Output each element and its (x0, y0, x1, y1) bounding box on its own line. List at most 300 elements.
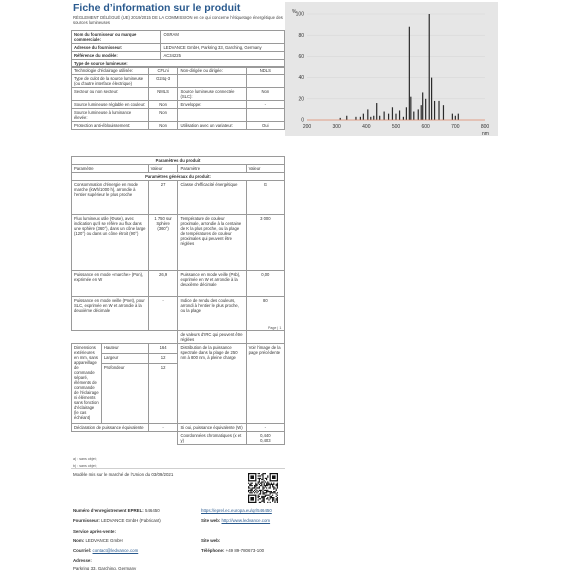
spectrum-bar (367, 109, 368, 120)
qr-module (266, 484, 267, 485)
height-value: 164 (148, 344, 178, 354)
supplier-name-value: OSRAM (161, 31, 285, 44)
x-tick-label: 600 (421, 124, 430, 130)
qr-module (262, 497, 263, 498)
spectrum-bar (388, 114, 389, 120)
qr-module (258, 491, 259, 492)
qr-module (270, 486, 271, 487)
qr-module (276, 484, 277, 485)
qr-module (258, 499, 259, 500)
qr-module (264, 490, 265, 491)
spectrum-bar (373, 116, 374, 120)
spectrum-bar (429, 14, 430, 120)
qr-module (268, 495, 269, 496)
qr-module (252, 487, 253, 488)
regulation-text: RÈGLEMENT DÉLÉGUÉ (UE) 2019/2015 DE LA COMMISSION en ce qui concerne l’étiquetage énergétique des sources lumineuses (73, 15, 283, 26)
qr-module (248, 473, 249, 481)
qr-module (276, 498, 277, 499)
col-value-1: Valeur (148, 165, 178, 173)
qr-module (272, 501, 273, 502)
spectral-value: Voir l’image de la page précédente (246, 344, 284, 424)
qr-module (276, 499, 277, 500)
type-row-label: Type de culot de la source lumineuse (ou d’autre interface électrique) (72, 75, 149, 88)
qr-module (274, 492, 275, 493)
qr-module (264, 497, 265, 498)
qr-module (267, 497, 268, 498)
qr-module (266, 483, 267, 484)
spectrum-bar (418, 109, 419, 120)
width-value: 12 (148, 354, 178, 364)
supplier-row (73, 518, 161, 523)
qr-module (248, 486, 249, 487)
qr-module (264, 498, 265, 499)
qr-module (249, 485, 250, 486)
placed-on-market: Modèle mis sur le marché de l’Union du 03/09/2021 (73, 472, 174, 477)
spectrum-bar (376, 103, 377, 120)
qr-module (253, 491, 254, 492)
qr-module (272, 484, 273, 485)
qr-module (262, 474, 263, 475)
qr-module (277, 498, 278, 499)
equivalent-wattage-label: Si oui, puissance équivalente (W) (178, 424, 246, 432)
qr-module (266, 498, 267, 499)
qr-module (274, 501, 275, 502)
x-tick-label: 300 (332, 124, 341, 130)
qr-module (267, 485, 268, 486)
email-label: Courriel: (73, 548, 92, 553)
qr-module (264, 499, 265, 500)
qr-module (255, 495, 256, 503)
qr-module (254, 487, 255, 488)
qr-module (259, 479, 260, 480)
type-row (72, 101, 285, 109)
qr-module (254, 486, 255, 487)
qr-module (267, 483, 268, 484)
qr-module (256, 487, 257, 488)
qr-module (266, 490, 267, 491)
qr-module (267, 498, 268, 499)
qr-module (270, 473, 271, 481)
qr-module (273, 486, 274, 487)
type-row-label: Protection anti-éblouissement: (72, 122, 149, 130)
qr-module (268, 483, 269, 484)
qr-module (256, 484, 257, 485)
qr-module (267, 490, 268, 491)
qr-module (261, 479, 262, 480)
height-label: Hauteur (101, 344, 148, 354)
type-row-label: Non-dirigée ou dirigée: (178, 67, 246, 75)
qr-module (252, 492, 253, 493)
qr-module (255, 483, 256, 484)
type-row-label: Source lumineuse connectée (SLC): (178, 88, 246, 101)
qr-module (258, 497, 259, 498)
qr-module (264, 485, 265, 486)
address-value: Parkring 33, Garching, Germany (73, 566, 137, 570)
qr-module (248, 495, 256, 496)
qr-module (261, 497, 262, 498)
type-row-value (246, 75, 284, 88)
qr-module (270, 491, 271, 492)
qr-module (262, 478, 263, 479)
spectral-label: Distribution de la puissance spectrale dans la plage de 250 nm à 800 nm, à pleine charge (178, 344, 246, 424)
qr-module (261, 485, 262, 486)
qr-module (258, 475, 259, 476)
qr-module (271, 491, 272, 492)
qr-module (248, 502, 256, 503)
qr-module (274, 502, 275, 503)
qr-module (266, 479, 267, 480)
qr-module (259, 473, 260, 474)
param-label: Classe d’efficacité énergétique (178, 181, 246, 215)
param-label: Flux lumineux utile (Φuse), avec indication qu’il se réfère au flux dans une sphère (360°), dans un cône large (120°) ou dans un cône étroit (90°) (72, 215, 149, 271)
qr-module (253, 487, 254, 488)
phone-row (201, 548, 264, 553)
qr-module (248, 487, 249, 488)
qr-module (259, 486, 260, 487)
qr-module (272, 492, 273, 493)
qr-module (264, 502, 265, 503)
qr-module (264, 493, 265, 494)
qr-module (259, 481, 260, 482)
spectrum-bar (379, 116, 380, 120)
qr-module (260, 483, 261, 484)
type-label: Type de source lumineuse: (72, 60, 285, 68)
qr-module (277, 495, 278, 496)
qr-module (276, 496, 277, 497)
qr-module (264, 480, 265, 481)
param-row (72, 215, 285, 271)
spectrum-bar (425, 99, 426, 120)
qr-module (264, 483, 265, 484)
spectrum-bar (399, 110, 400, 120)
qr-module (262, 479, 263, 480)
qr-module (277, 499, 278, 500)
qr-module (264, 501, 265, 502)
email-link[interactable]: contact@ledvance.com (92, 548, 139, 553)
param-value: 26,9 (148, 271, 178, 297)
qr-module (266, 495, 267, 496)
param-label: Puissance en mode veille (Psb), exprimée en W et arrondie à la deuxième décimale (178, 271, 246, 297)
general-params-title: Paramètres généraux du produit: (72, 173, 285, 181)
dimensions-label: Dimensions extérieures en mm, sans appareillage de commande séparé, éléments de commande de l’éclairage ni éléments sans fonction d’éclairage (le cas échéant) (72, 344, 102, 424)
y-axis-label: % (292, 9, 297, 15)
chromaticity-values (246, 432, 284, 445)
qr-module (252, 489, 253, 490)
qr-module (272, 498, 273, 499)
qr-module (277, 483, 278, 484)
qr-module (260, 502, 261, 503)
qr-module (265, 481, 266, 482)
type-row-value: NMLS (148, 88, 178, 101)
qr-module (265, 495, 266, 496)
qr-module (262, 487, 263, 488)
param-label: Indice de rendu des couleurs, arrondi à l’entier le plus proche, ou la plage (178, 297, 246, 331)
qr-module (276, 493, 277, 494)
param-value: 0,00 (246, 271, 284, 297)
y-tick-label: 0 (301, 117, 304, 124)
qr-module (271, 484, 272, 485)
separator (71, 468, 285, 469)
equivalent-power-label: Déclaration de puissance équivalente (72, 424, 149, 432)
model-value: AC34225 (161, 52, 285, 60)
qr-module (262, 486, 263, 487)
qr-module (259, 484, 260, 485)
qr-module (250, 485, 251, 486)
qr-module (256, 485, 257, 486)
col-value-2: Valeur (246, 165, 284, 173)
qr-module (252, 485, 253, 486)
x-tick-label: 400 (362, 124, 371, 130)
param-label: Puissance en mode «marche» (Pon), exprimée en W (72, 271, 149, 297)
qr-module (258, 496, 259, 497)
qr-module (259, 475, 260, 476)
qr-module (270, 502, 271, 503)
qr-module (258, 483, 259, 484)
address-label: Adresse: (73, 558, 92, 563)
qr-module (250, 475, 254, 479)
col-param-1: Paramètre (72, 165, 149, 173)
qr-module (266, 487, 267, 488)
param-row (72, 181, 285, 215)
qr-module (273, 491, 274, 492)
qr-module (273, 484, 274, 485)
qr-module (270, 485, 271, 486)
qr-module (255, 473, 256, 481)
model-label: Référence du modèle: (72, 52, 161, 60)
qr-module (265, 478, 266, 479)
type-row-label: Utilisation avec un variateur: (178, 122, 246, 130)
param-label: Consommation d’énergie en mode marche (kWh/1000 h), arrondie à l’entier supérieur le plus proche (72, 181, 149, 215)
qr-module (266, 491, 267, 492)
qr-module (265, 490, 266, 491)
qr-module (262, 489, 263, 490)
qr-module (256, 492, 257, 493)
qr-module (272, 486, 273, 487)
qr-module (250, 491, 251, 492)
param-row (72, 271, 285, 297)
light-source-type-table (71, 66, 285, 130)
qr-module (264, 487, 265, 488)
qr-module (266, 492, 267, 493)
qr-module (259, 490, 260, 491)
spectrum-bar (455, 116, 456, 120)
spectrum-bar (410, 97, 411, 120)
type-row-value: - (246, 101, 284, 109)
phone-value: +49 89-780673-100 (225, 548, 265, 553)
col-param-2: Paramètre (178, 165, 246, 173)
qr-module (270, 480, 278, 481)
type-row-label: Secteur ou non secteur: (72, 88, 149, 101)
parameters-title: Paramètres du produit (72, 157, 285, 165)
service-name-row (73, 538, 123, 543)
spectrum-bar (355, 117, 356, 120)
qr-module (273, 492, 274, 493)
eprel-link[interactable]: https://eprel.ec.europa.eu/qr/546450 (201, 508, 272, 513)
qr-module (271, 496, 272, 497)
qr-module (266, 485, 267, 486)
qr-code-icon[interactable] (248, 473, 278, 503)
qr-module (260, 493, 261, 494)
qr-module (262, 492, 263, 493)
qr-module (272, 475, 276, 479)
qr-module (276, 489, 277, 490)
qr-module (259, 502, 260, 503)
chart-background (285, 2, 498, 136)
website-row (201, 518, 270, 523)
cri-continued: de valeurs d’IRC qui peuvent être réglées (178, 331, 246, 344)
dimensions-table (71, 330, 285, 445)
qr-module (265, 473, 266, 474)
qr-module (262, 477, 263, 478)
qr-module (273, 498, 274, 499)
qr-module (260, 475, 261, 476)
qr-module (273, 483, 274, 484)
qr-module (249, 492, 250, 493)
qr-module (266, 478, 267, 479)
qr-module (255, 489, 256, 490)
qr-module (272, 499, 273, 500)
qr-module (260, 492, 261, 493)
qr-module (259, 487, 260, 488)
spectrum-bar (360, 117, 361, 120)
qr-module (252, 483, 253, 484)
phone-label: Téléphone: (201, 548, 225, 553)
qr-module (267, 502, 268, 503)
qr-module (262, 499, 263, 500)
supplier-address-label: Adresse du fournisseur: (72, 44, 161, 52)
qr-module (277, 473, 278, 481)
depth-label: Profondeur (101, 364, 148, 424)
spectrum-bar (413, 112, 414, 120)
qr-module (265, 486, 266, 487)
qr-module (265, 492, 266, 493)
type-row (72, 109, 285, 122)
qr-module (273, 487, 274, 488)
qr-module (274, 491, 275, 492)
type-row-value: Non (148, 101, 178, 109)
type-row (72, 75, 285, 88)
qr-module (258, 473, 259, 474)
qr-module (260, 485, 261, 486)
qr-module (252, 490, 253, 491)
chromaticity-y: 0,403 (260, 438, 271, 443)
qr-module (270, 492, 271, 493)
spectrum-bar (438, 101, 439, 120)
width-label: Largeur (101, 354, 148, 364)
x-axis-label: nm (482, 131, 489, 136)
qr-module (268, 499, 269, 500)
qr-module (271, 492, 272, 493)
type-row-label: Technologie d’éclairage utilisée: (72, 67, 149, 75)
qr-module (262, 473, 263, 474)
qr-module (273, 489, 274, 490)
website-link[interactable]: http://www.ledvance.com (221, 518, 271, 523)
qr-module (267, 484, 268, 485)
spectrum-bar (370, 117, 371, 120)
qr-module (272, 497, 273, 498)
qr-module (248, 483, 249, 484)
type-row-label (178, 109, 246, 122)
qr-module (270, 498, 271, 499)
spectrum-bar (406, 107, 407, 120)
qr-module (270, 497, 271, 498)
qr-module (260, 478, 261, 479)
spectrum-bar (395, 114, 396, 120)
type-row-value: Non (246, 88, 284, 101)
qr-module (259, 493, 260, 494)
qr-module (259, 478, 260, 479)
qr-module (276, 490, 277, 491)
qr-module (260, 490, 261, 491)
param-value: 80 (246, 297, 284, 331)
depth-value: 12 (148, 364, 178, 424)
supplier-label: Fournisseur: (73, 518, 100, 523)
qr-module (262, 491, 263, 492)
qr-module (273, 497, 274, 498)
qr-module (271, 483, 272, 484)
qr-module (262, 493, 263, 494)
param-value: - (148, 297, 178, 331)
page-title: Fiche d’information sur le produit (73, 2, 241, 14)
spectrum-bar (452, 114, 453, 120)
y-tick-label: 80 (298, 32, 304, 39)
qr-module (268, 484, 269, 485)
param-label: Température de couleur proximale, arrondie à la centaine de K la plus proche, ou la plage de températures de couleur proximales qui peuvent être réglées (178, 215, 246, 271)
spectrum-bar (421, 105, 422, 120)
qr-module (254, 485, 255, 486)
type-row-value: CFLni (148, 67, 178, 75)
qr-module (250, 497, 254, 501)
type-row-label: Enveloppe: (178, 101, 246, 109)
qr-module (264, 484, 265, 485)
qr-module (249, 484, 250, 485)
qr-module (267, 491, 268, 492)
y-tick-label: 40 (298, 75, 304, 82)
qr-module (255, 486, 256, 487)
service-website-label: Site web: (201, 538, 221, 543)
supplier-name-label: Nom du fournisseur ou marque commerciale: (72, 31, 161, 44)
x-tick-label: 200 (302, 124, 312, 130)
qr-module (277, 485, 278, 486)
type-row (72, 67, 285, 75)
qr-module (277, 484, 278, 485)
qr-module (258, 478, 259, 479)
qr-module (271, 497, 272, 498)
spectrum-bar (422, 92, 423, 120)
qr-module (258, 487, 259, 488)
parameters-table (71, 156, 285, 331)
qr-module (265, 496, 266, 497)
chromaticity-label: Coordonnées chromatiques (x et y) (178, 432, 246, 445)
qr-module (250, 490, 251, 491)
equivalent-power-value: - (148, 424, 178, 432)
qr-module (262, 481, 263, 482)
qr-module (260, 491, 261, 492)
equivalent-wattage-value: - (246, 424, 284, 432)
qr-module (258, 495, 259, 496)
qr-module (264, 473, 265, 474)
qr-module (248, 495, 249, 503)
spectrum-bar (443, 105, 444, 120)
chromaticity-x: 0,440 (260, 433, 271, 438)
qr-module (261, 490, 262, 491)
qr-module (277, 486, 278, 487)
qr-module (277, 497, 278, 498)
y-tick-label: 100 (295, 11, 304, 18)
spectrum-bar (431, 78, 432, 120)
y-tick-label: 20 (298, 96, 304, 103)
type-row-value: Non (148, 109, 178, 122)
